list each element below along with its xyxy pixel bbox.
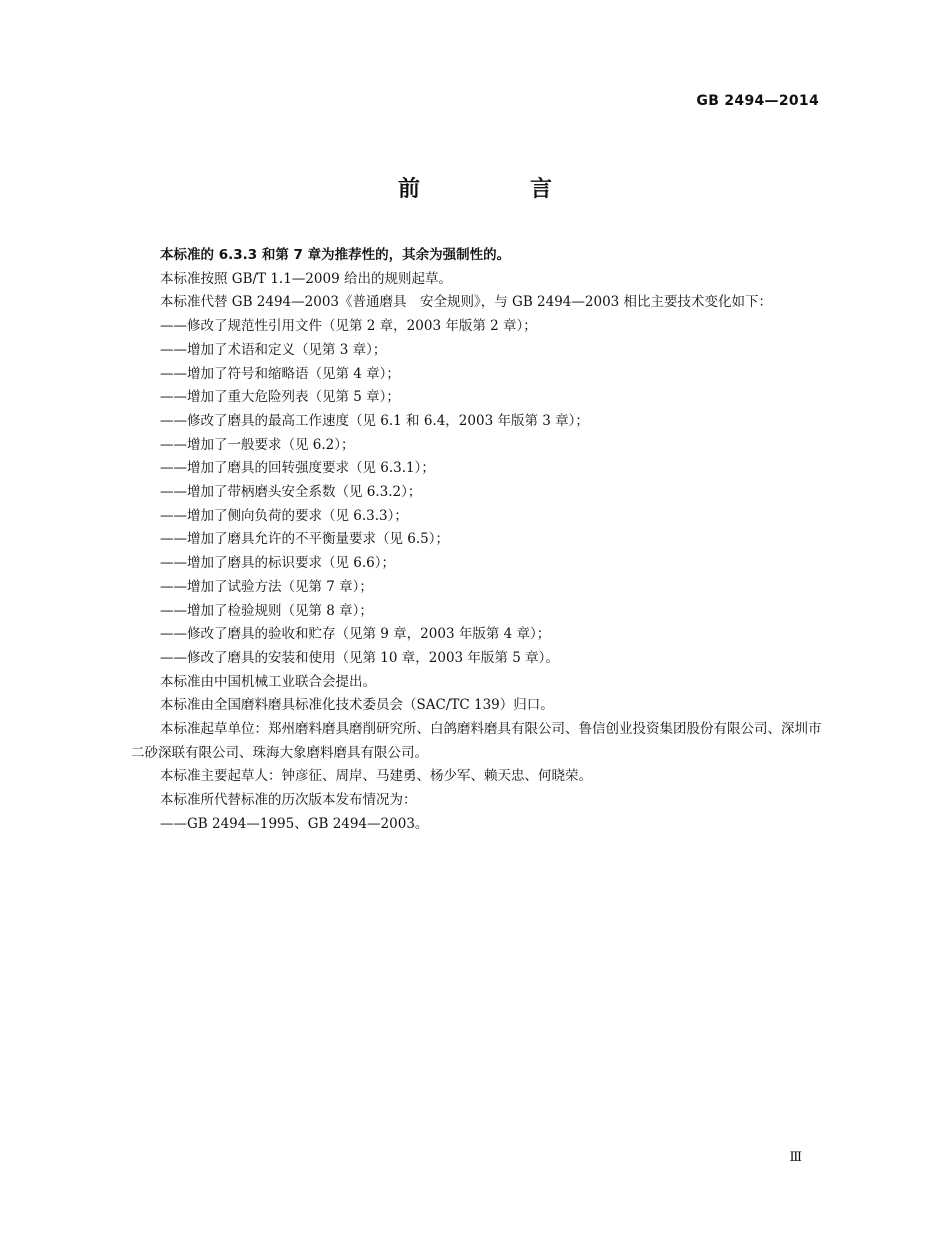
paragraph-proposer: 本标准由中国机械工业联合会提出。 bbox=[160, 673, 376, 690]
paragraph-mandatory-note: 本标准的 6.3.3 和第 7 章为推荐性的，其余为强制性的。 bbox=[160, 247, 511, 263]
paragraph-drafters: 本标准主要起草人：钟彦征、周岸、马建勇、杨少军、赖天忠、何晓荣。 bbox=[160, 768, 592, 785]
change-item: ——增加了重大危险列表（见第 5 章）； bbox=[160, 389, 400, 406]
change-item: ——增加了磨具的标识要求（见 6.6）； bbox=[160, 555, 396, 572]
change-item: ——修改了磨具的验收和贮存（见第 9 章，2003 年版第 4 章）； bbox=[160, 626, 551, 643]
change-item: ——增加了检验规则（见第 8 章）； bbox=[160, 602, 373, 619]
change-item: ——增加了侧向负荷的要求（见 6.3.3）； bbox=[160, 507, 408, 524]
paragraph-replaces: 本标准代替 GB 2494—2003《普通磨具 安全规则》，与 GB 2494—2003 相比主要技术变化如下： bbox=[160, 294, 773, 311]
paragraph-drafting-units: 本标准起草单位：郑州磨料磨具磨削研究所、白鸽磨料磨具有限公司、鲁信创业投资集团股份有限公司、深圳市二砂深联有限公司、珠海大象磨料磨具有限公司。 bbox=[131, 721, 822, 761]
change-item: ——增加了磨具的回转强度要求（见 6.3.1）； bbox=[160, 460, 435, 477]
change-item: ——增加了符号和缩略语（见第 4 章）； bbox=[160, 365, 400, 382]
change-item: ——修改了规范性引用文件（见第 2 章，2003 年版第 2 章）； bbox=[160, 318, 537, 335]
paragraph-history-intro: 本标准所代替标准的历次版本发布情况为： bbox=[160, 792, 417, 809]
change-item: ——增加了一般要求（见 6.2）； bbox=[160, 436, 355, 453]
paragraph-committee: 本标准由全国磨料磨具标准化技术委员会（SAC/TC 139）归口。 bbox=[160, 697, 554, 714]
foreword-body bbox=[131, 244, 823, 837]
standard-code: GB 2494—2014 bbox=[696, 93, 819, 109]
change-item: ——增加了带柄磨头安全系数（见 6.3.2）； bbox=[160, 484, 422, 501]
paragraph-drafting-rules: 本标准按照 GB/T 1.1—2009 给出的规则起草。 bbox=[160, 270, 452, 287]
change-item: ——增加了术语和定义（见第 3 章）； bbox=[160, 341, 387, 358]
change-item: ——增加了试验方法（见第 7 章）； bbox=[160, 578, 373, 595]
history-item: ——GB 2494—1995、GB 2494—2003。 bbox=[160, 815, 429, 832]
change-item: ——修改了磨具的最高工作速度（见 6.1 和 6.4，2003 年版第 3 章）； bbox=[160, 412, 589, 429]
page-title: 前 言 bbox=[397, 177, 596, 202]
change-item: ——修改了磨具的安装和使用（见第 10 章，2003 年版第 5 章）。 bbox=[160, 649, 559, 666]
change-item: ——增加了磨具允许的不平衡量要求（见 6.5）； bbox=[160, 531, 450, 548]
page-number: Ⅲ bbox=[789, 1150, 802, 1165]
